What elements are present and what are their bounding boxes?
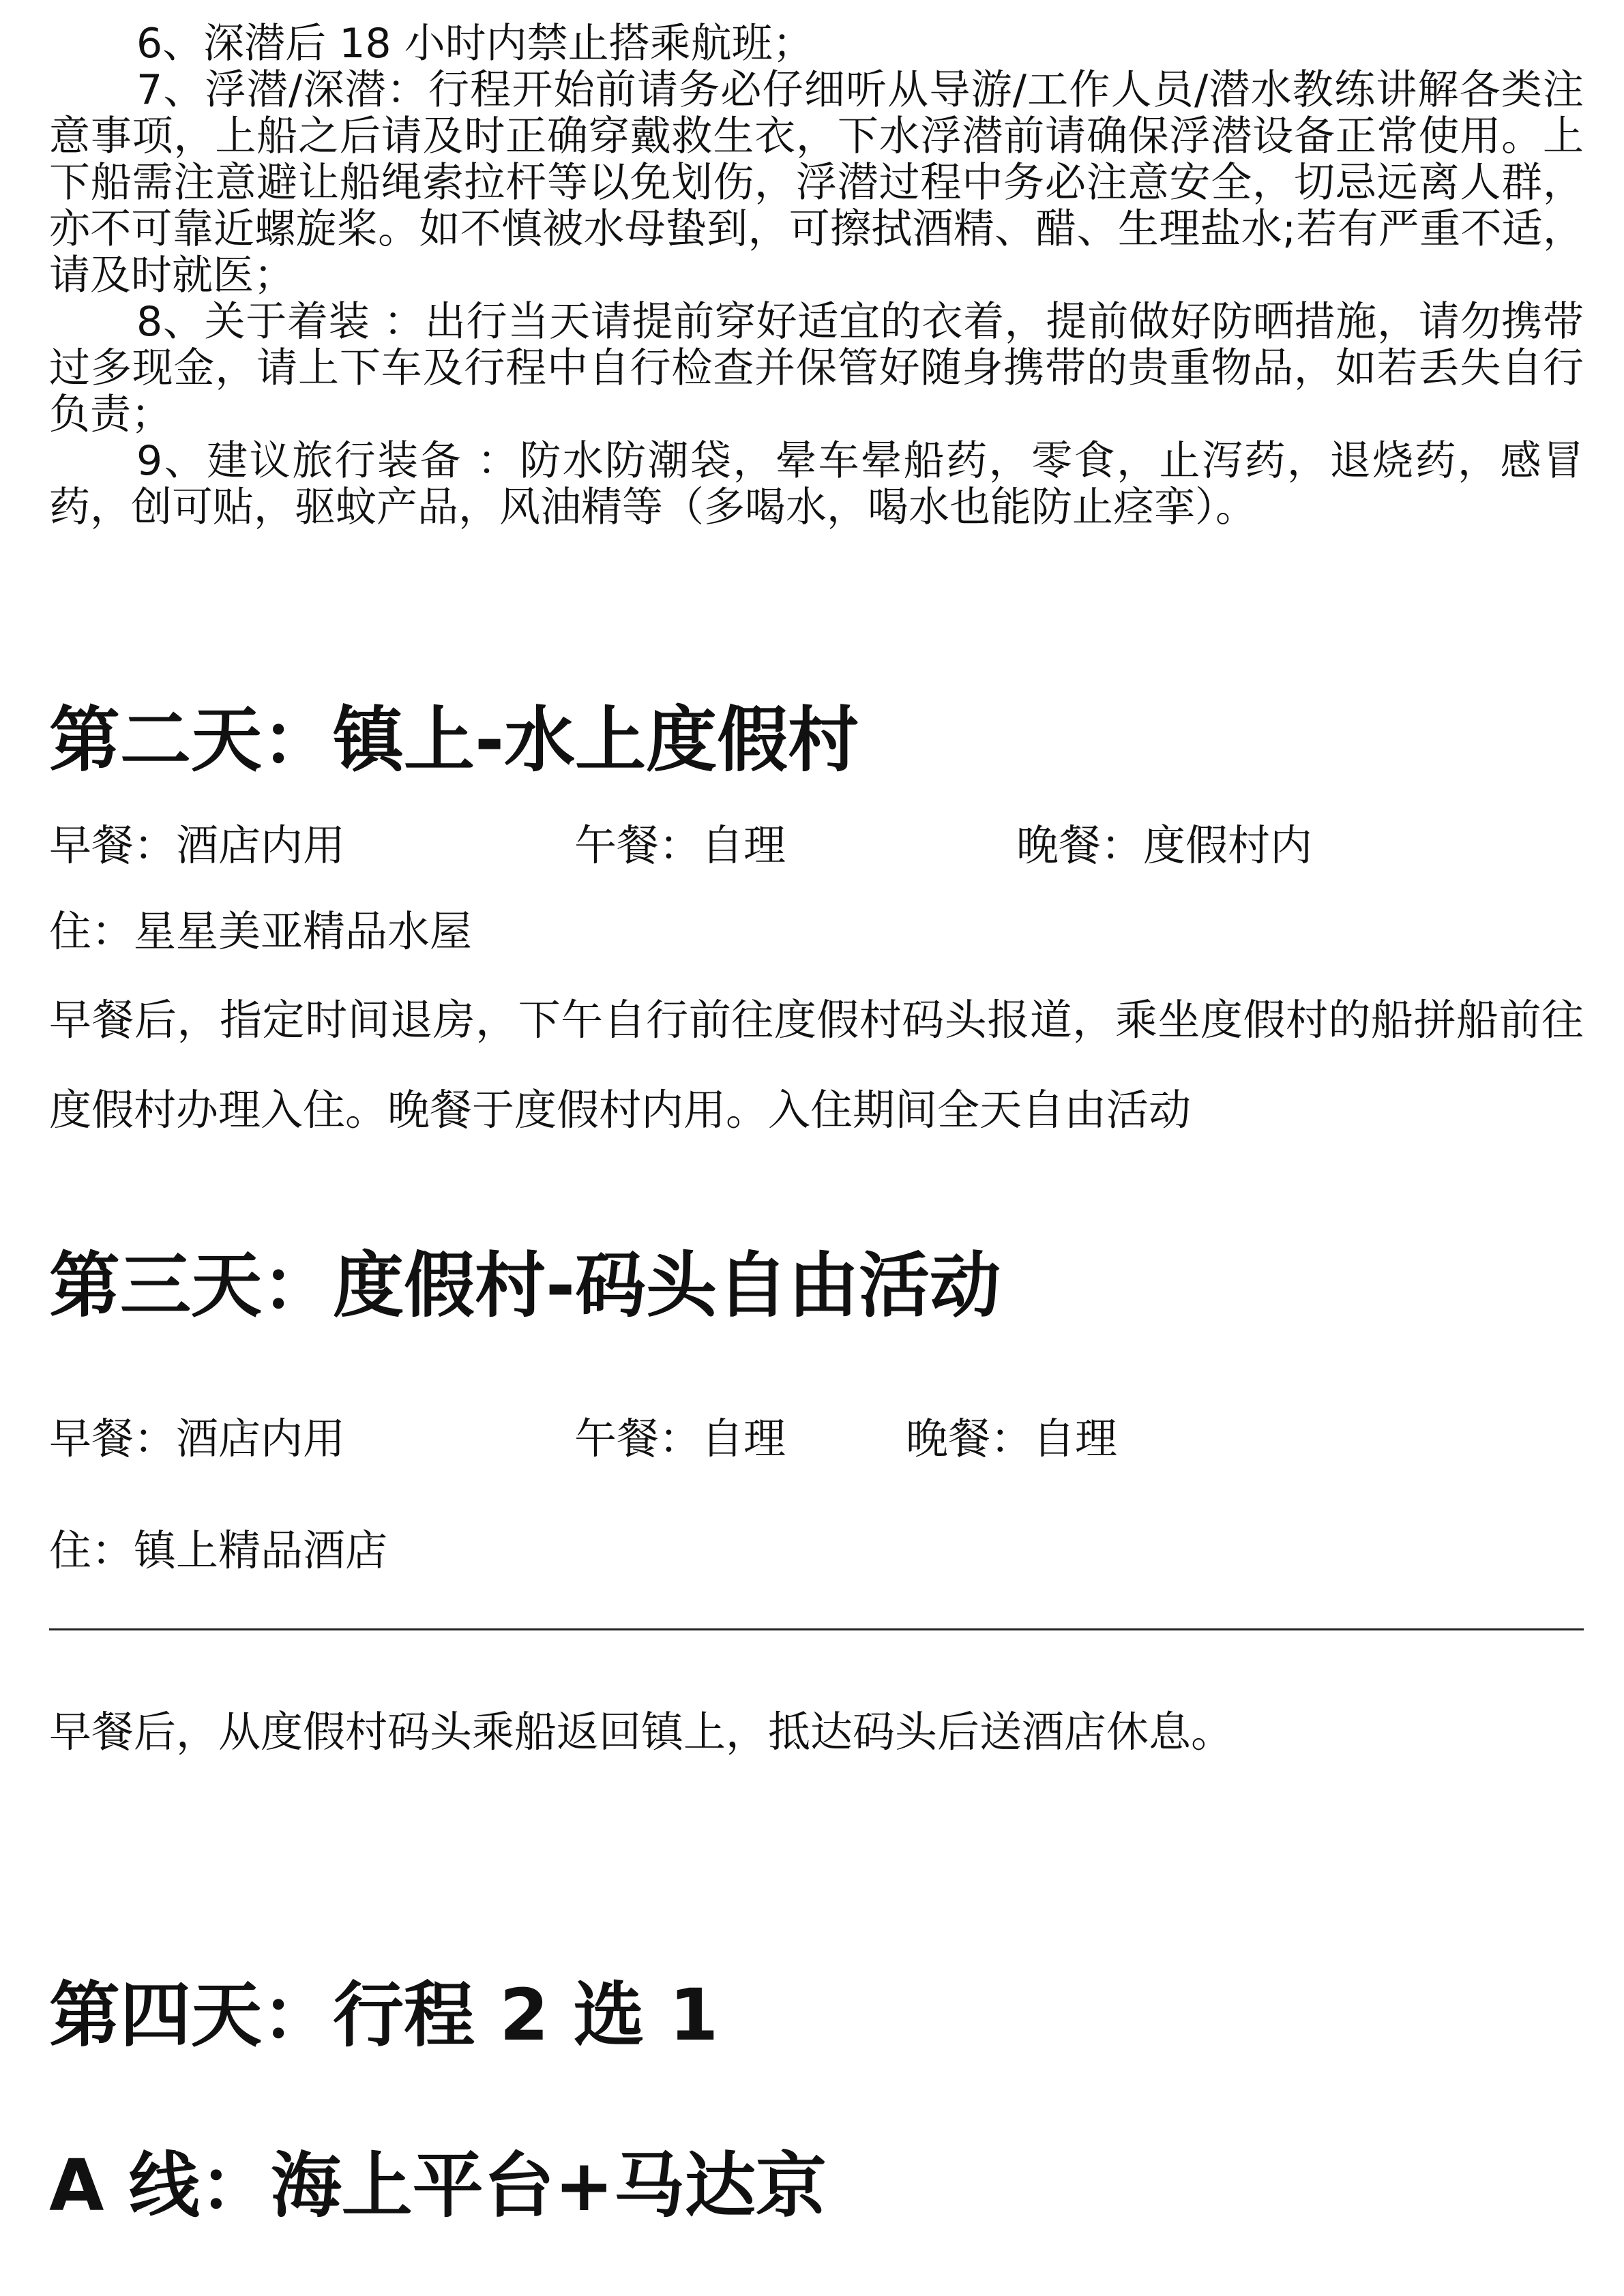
day3-breakfast: 早餐：酒店内用 [49, 1414, 346, 1463]
day3-accommodation: 住：镇上精品酒店 [49, 1525, 388, 1575]
note-item: 6、深潜后 18 小时内禁止搭乘航班； [136, 20, 814, 68]
day3-title: 第三天：度假村-码头自由活动 [49, 1244, 1001, 1327]
day2-breakfast: 早餐：酒店内用 [49, 820, 346, 870]
day2-dinner: 晚餐：度假村内 [1016, 820, 1313, 870]
day3-lunch: 午餐：自理 [574, 1414, 786, 1463]
section-divider [49, 1628, 1584, 1630]
day3-description: 早餐后，从度假村码头乘船返回镇上，抵达码头后送酒店休息。 [49, 1707, 1234, 1757]
day4-title: 第四天：行程 2 选 1 [49, 1973, 719, 2057]
day2-description: 早餐后，指定时间退房，下午自行前往度假村码头报道，乘坐度假村的船拼船前往度假村办理入住。晚餐于度假村内用。入住期间全天自由活动 [49, 995, 1584, 1135]
travel-notes [49, 20, 1584, 531]
day3-dinner: 晚餐：自理 [906, 1414, 1118, 1463]
note-item: 7、浮潜/深潜：行程开始前请务必仔细听从导游/工作人员/潜水教练讲解各类注意事项，上船之后请及时正确穿戴救生衣，下水浮潜前请确保浮潜设备正常使用。上下船需注意避让船绳索拉杆等以免划伤，浮潜过程中务必注意安全，切忌远离人群，亦不可靠近螺旋桨。如不慎被水母蛰到，可擦拭酒精、醋、生理盐水;若有严重不适，请及时就医； [49, 66, 1584, 299]
day2-lunch: 午餐：自理 [574, 820, 786, 870]
note-item: 9、建议旅行装备 ：防水防潮袋，晕车晕船药，零食，止泻药，退烧药，感冒药，创可贴，驱蚊产品，风油精等（多喝水，喝水也能防止痉挛）。 [49, 437, 1584, 531]
route-a-title: A 线：海上平台+马达京 [49, 2144, 827, 2227]
day2-title: 第二天：镇上-水上度假村 [49, 698, 859, 781]
day2-accommodation: 住：星星美亚精品水屋 [49, 906, 473, 956]
note-item: 8、关于着装 ：出行当天请提前穿好适宜的衣着，提前做好防晒措施，请勿携带过多现金，请上下车及行程中自行检查并保管好随身携带的贵重物品，如若丢失自行负责； [49, 298, 1584, 438]
